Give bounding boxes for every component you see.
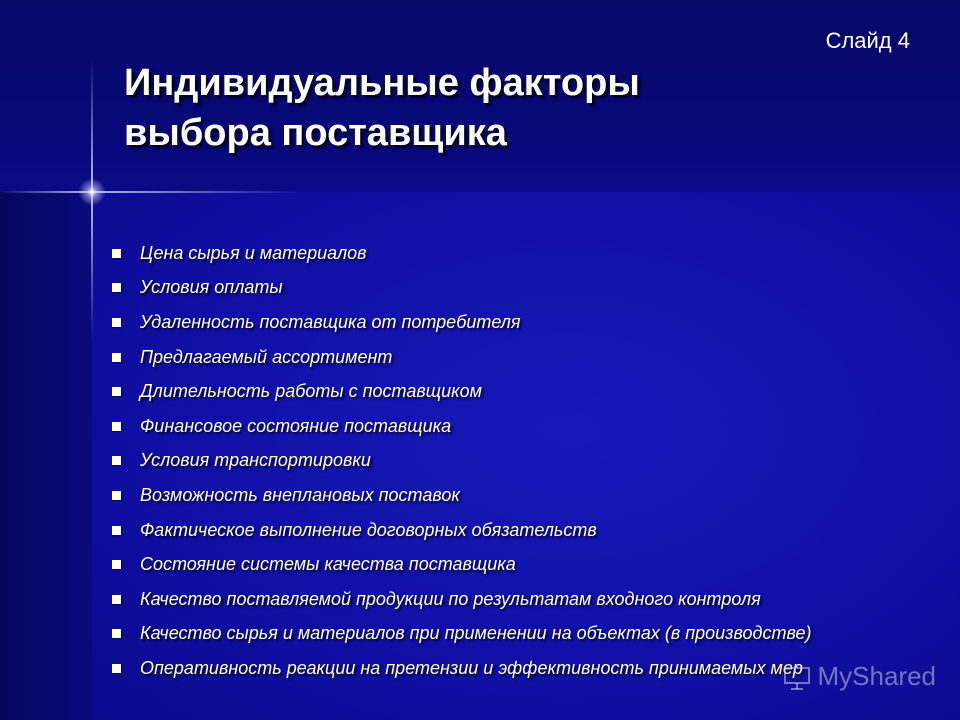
bullet-icon <box>112 283 121 292</box>
factor-text: Длительность работы с поставщиком <box>140 381 482 402</box>
list-item <box>112 444 932 479</box>
list-item <box>112 374 932 409</box>
bullet-icon <box>112 560 121 569</box>
presentation-icon <box>782 662 812 692</box>
watermark <box>782 661 937 692</box>
bullet-icon <box>112 318 121 327</box>
list-item <box>112 617 932 652</box>
factor-text: Удаленность поставщика от потребителя <box>140 311 521 332</box>
slide-title-line-2: выбора поставщика <box>124 112 507 154</box>
factor-text: Состояние системы качества поставщика <box>140 554 516 575</box>
horizontal-glow-line <box>0 191 300 193</box>
factor-text: Качество поставляемой продукции по результатам входного контроля <box>140 588 761 609</box>
left-band <box>0 192 92 720</box>
slide-title-line-1: Индивидуальные факторы <box>124 62 640 104</box>
factor-text: Условия оплаты <box>140 277 283 298</box>
bullet-icon <box>112 526 121 535</box>
list-item <box>112 271 932 306</box>
bullet-icon <box>112 353 121 362</box>
factor-text: Оперативность реакции на претензии и эффективность принимаемых мер <box>140 657 803 678</box>
watermark-text: MyShared <box>817 661 936 691</box>
factor-text: Предлагаемый ассортимент <box>140 346 393 367</box>
list-item <box>112 478 932 513</box>
factor-text: Возможность внеплановых поставок <box>140 484 460 505</box>
bullet-icon <box>112 387 121 396</box>
bullet-icon <box>112 422 121 431</box>
bullet-icon <box>112 664 121 673</box>
bullet-icon <box>112 456 121 465</box>
bullet-icon <box>112 595 121 604</box>
list-item <box>112 513 932 548</box>
factor-text: Финансовое состояние поставщика <box>140 415 452 436</box>
bullet-icon <box>112 491 121 500</box>
slide-number: Слайд 4 <box>825 28 910 53</box>
list-item <box>112 547 932 582</box>
sparkle-icon <box>78 178 106 206</box>
factor-text: Фактическое выполнение договорных обязательств <box>140 519 597 540</box>
list-item <box>112 340 932 375</box>
list-item <box>112 409 932 444</box>
list-item <box>112 582 932 617</box>
slide-title <box>124 58 640 158</box>
list-item <box>112 305 932 340</box>
factor-text: Цена сырья и материалов <box>140 242 367 263</box>
factor-list <box>112 236 932 686</box>
bullet-icon <box>112 249 121 258</box>
factor-text: Качество сырья и материалов при применении на объектах (в производстве) <box>140 623 812 644</box>
bullet-icon <box>112 629 121 638</box>
factor-text: Условия транспортировки <box>140 450 371 471</box>
list-item <box>112 236 932 271</box>
